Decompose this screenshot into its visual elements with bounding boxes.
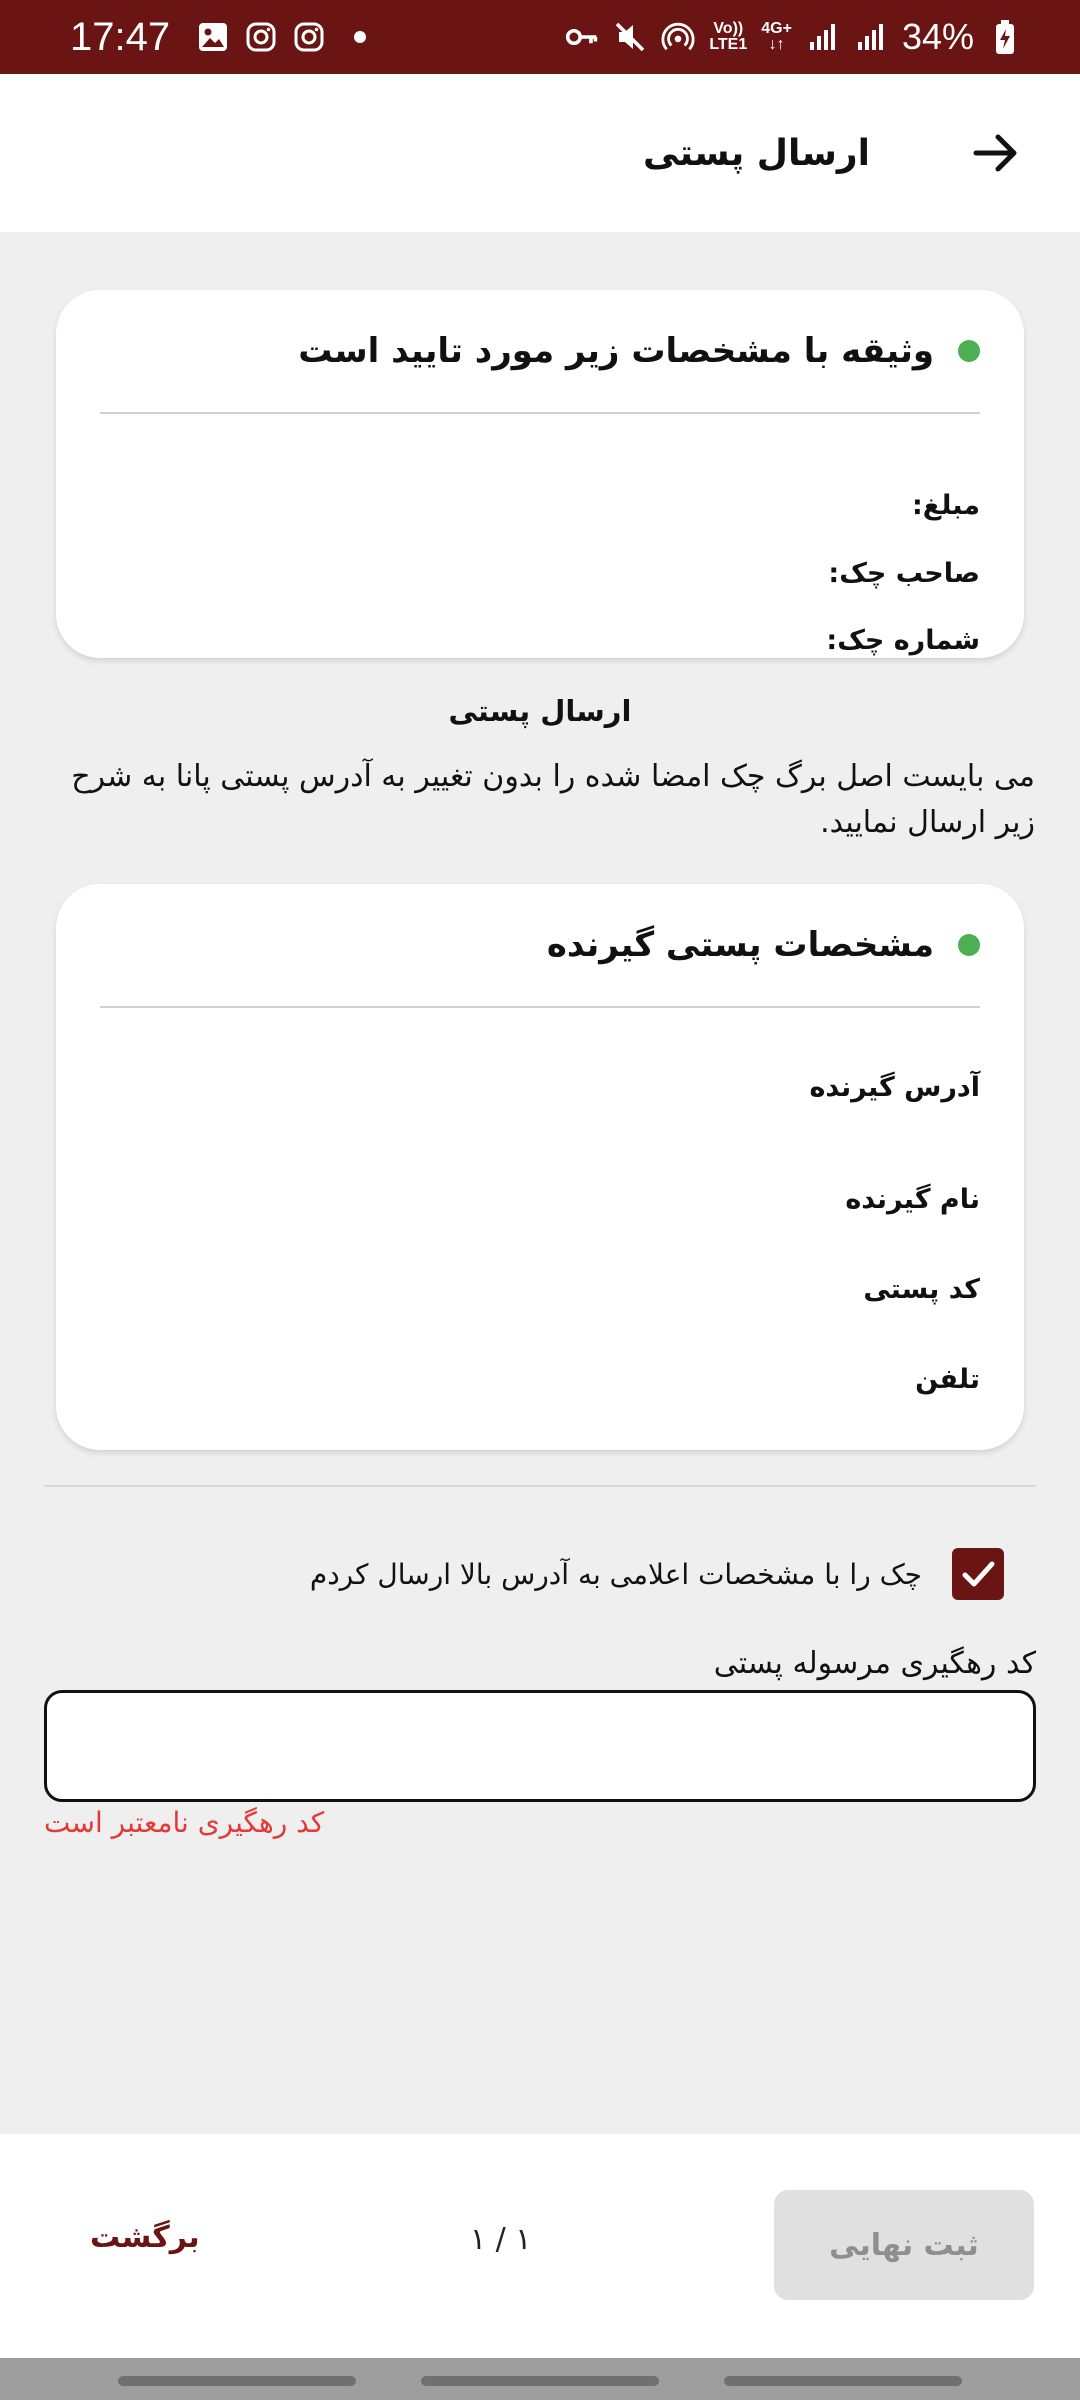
recipient-card bbox=[56, 884, 1024, 1450]
signal-icon bbox=[854, 20, 888, 54]
status-right bbox=[565, 16, 1022, 58]
nav-handle[interactable] bbox=[724, 2376, 962, 2386]
system-nav-bar bbox=[0, 2358, 1080, 2400]
page-indicator: ۱ / ۱ bbox=[470, 2222, 532, 2257]
status-left bbox=[70, 15, 366, 60]
postal-description: می بایست اصل برگ چک امضا شده را بدون تغییر به آدرس پستی پانا به شرح زیر ارسال نمایید. bbox=[71, 759, 1035, 840]
nav-handle[interactable] bbox=[421, 2376, 659, 2386]
gallery-icon bbox=[196, 20, 230, 54]
battery-charging-icon bbox=[988, 20, 1022, 54]
postal-code-label: کد پستی bbox=[863, 1274, 980, 1305]
tracking-error-text: کد رهگیری نامعتبر است bbox=[44, 1806, 325, 1839]
mute-icon bbox=[613, 20, 647, 54]
battery-percentage: 34% bbox=[901, 16, 974, 57]
confirmation-row[interactable] bbox=[310, 1548, 1004, 1600]
bottom-bar bbox=[0, 2134, 1080, 2358]
status-dot-icon bbox=[958, 934, 980, 956]
confirmation-checkbox[interactable] bbox=[952, 1548, 1004, 1600]
status-dot-icon bbox=[958, 340, 980, 362]
recipient-address-label: آدرس گیرنده bbox=[809, 1072, 980, 1103]
submit-button[interactable]: ثبت نهایی bbox=[774, 2190, 1034, 2300]
check-owner-label: صاحب چک: bbox=[828, 558, 980, 589]
confirmation-label[interactable]: چک را با مشخصات اعلامی به آدرس بالا ارسال کردم bbox=[309, 1557, 922, 1591]
notification-dot-icon bbox=[354, 31, 366, 43]
divider bbox=[44, 1485, 1036, 1487]
tracking-code-input[interactable] bbox=[44, 1690, 1036, 1802]
status-time: 17:47 bbox=[70, 14, 171, 59]
page-title: ارسال پستی bbox=[642, 132, 870, 174]
instagram-icon bbox=[244, 20, 278, 54]
recipient-card-title: مشخصات پستی گیرنده bbox=[546, 925, 934, 965]
guarantee-card bbox=[56, 290, 1024, 658]
signal-icon bbox=[806, 20, 840, 54]
guarantee-card-header bbox=[100, 290, 980, 414]
tracking-code-label: کد رهگیری مرسوله پستی bbox=[713, 1646, 1036, 1681]
check-icon bbox=[958, 1554, 998, 1594]
app-bar bbox=[0, 74, 1080, 232]
volte-label: Vo)) bbox=[713, 20, 744, 37]
back-button[interactable]: برگشت bbox=[90, 2220, 200, 2255]
amount-label: مبلغ: bbox=[911, 490, 980, 521]
hotspot-icon bbox=[661, 20, 695, 54]
key-icon bbox=[565, 20, 599, 54]
status-bar bbox=[0, 0, 1080, 74]
back-arrow-icon[interactable] bbox=[968, 125, 1024, 181]
guarantee-card-title: وثیقه با مشخصات زیر مورد تایید است bbox=[298, 331, 934, 371]
volte-indicator bbox=[709, 21, 747, 53]
lte-label: LTE1 bbox=[709, 36, 748, 53]
recipient-name-label: نام گیرنده bbox=[845, 1184, 980, 1215]
recipient-card-header bbox=[100, 884, 980, 1008]
phone-label: تلفن bbox=[915, 1364, 980, 1395]
postal-section-title: ارسال پستی bbox=[448, 694, 632, 728]
data-type-label: 4G+ bbox=[761, 20, 792, 37]
data-type-indicator: 4G+ ↓↑ bbox=[761, 20, 792, 53]
nav-handle[interactable] bbox=[118, 2376, 356, 2386]
instagram-icon bbox=[292, 20, 326, 54]
check-number-label: شماره چک: bbox=[826, 625, 980, 656]
